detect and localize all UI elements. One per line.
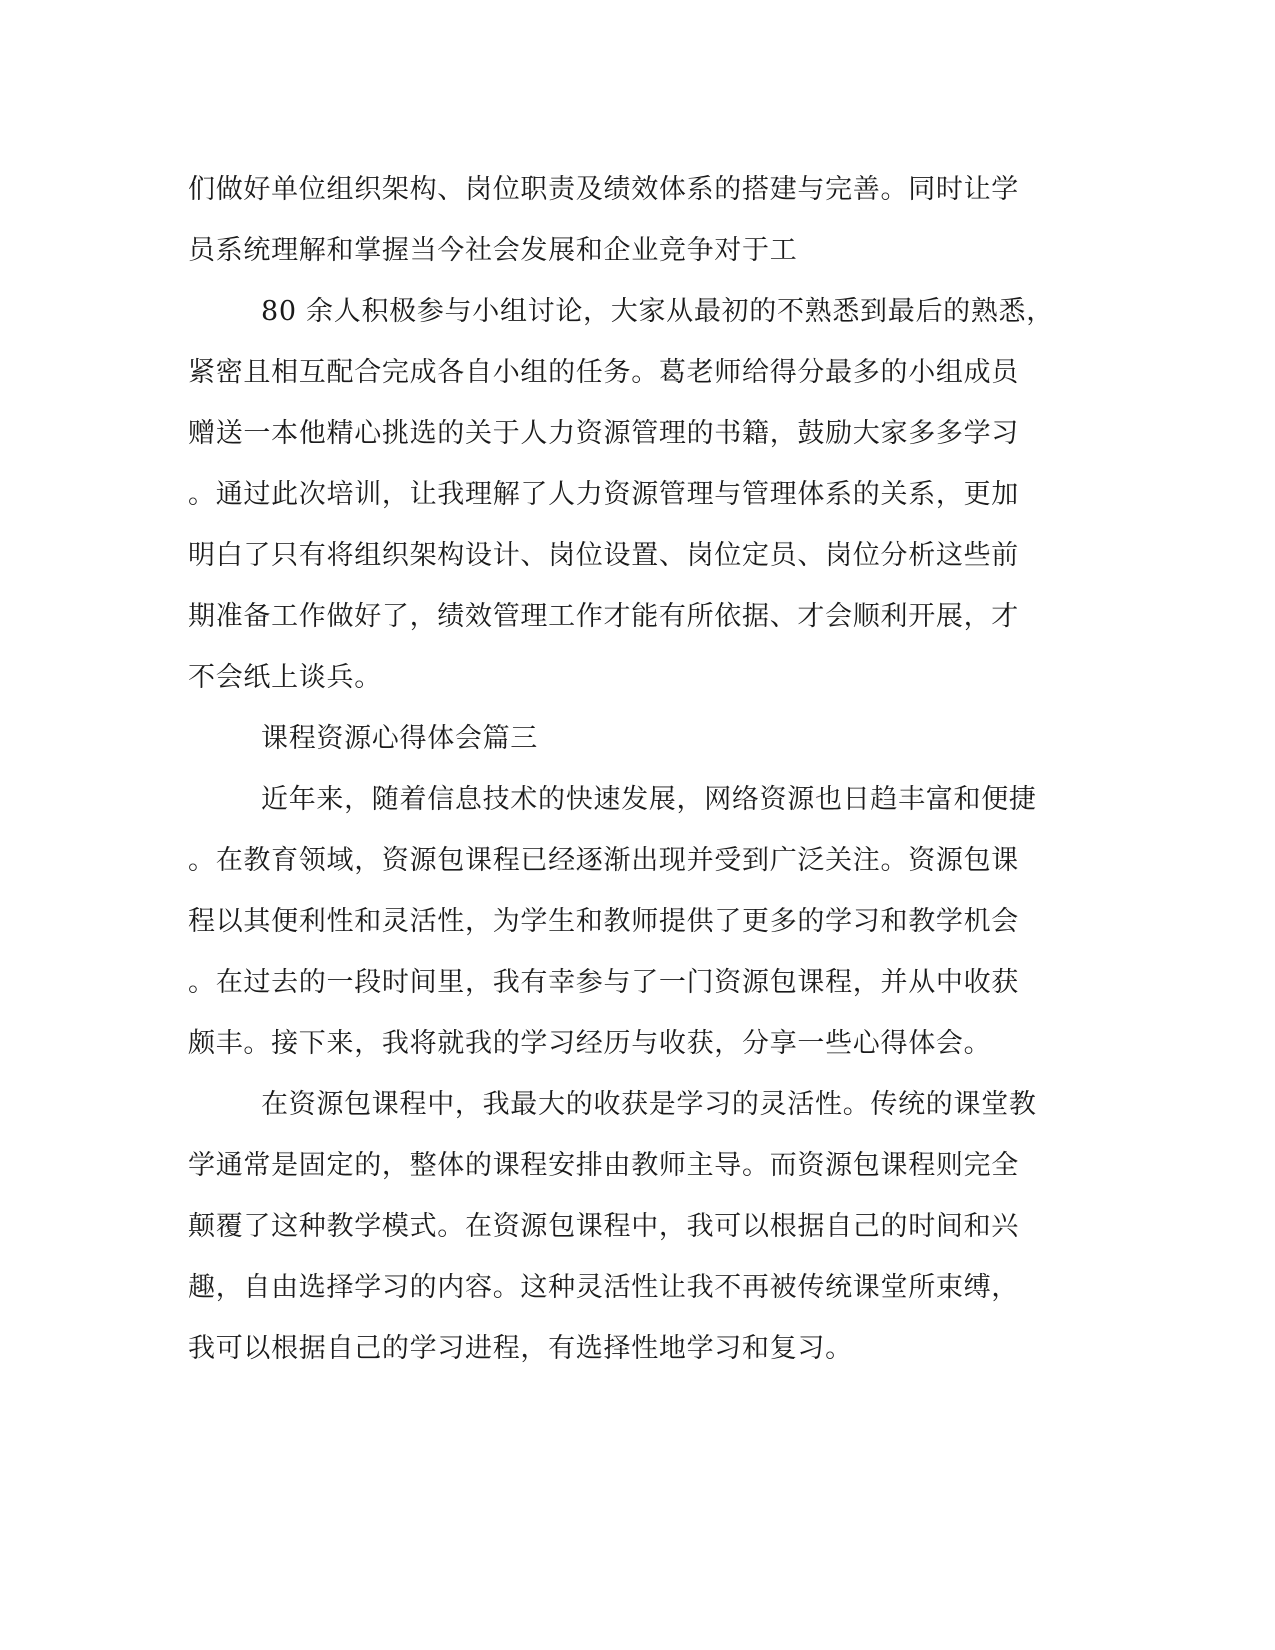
paragraph-line: 不会纸上谈兵。 [188, 662, 382, 693]
paragraph-line: 赠送一本他精心挑选的关于人力资源管理的书籍，鼓励大家多多学习 [188, 418, 1019, 449]
paragraph-line: 趣，自由选择学习的内容。这种灵活性让我不再被传统课堂所束缚， [188, 1272, 1019, 1303]
paragraph-line: 学通常是固定的，整体的课程安排由教师主导。而资源包课程则完全 [188, 1150, 1019, 1181]
paragraph-line: 颠覆了这种教学模式。在资源包课程中，我可以根据自己的时间和兴 [188, 1211, 1019, 1242]
paragraph-line: 程以其便利性和灵活性，为学生和教师提供了更多的学习和教学机会 [188, 906, 1019, 937]
paragraph-line: 在资源包课程中，我最大的收获是学习的灵活性。传统的课堂教 [261, 1089, 1037, 1120]
paragraph-line: 。在教育领域，资源包课程已经逐渐出现并受到广泛关注。资源包课 [188, 845, 1019, 876]
paragraph-line: 紧密且相互配合完成各自小组的任务。葛老师给得分最多的小组成员 [188, 357, 1019, 388]
paragraph-line: 颇丰。接下来，我将就我的学习经历与收获，分享一些心得体会。 [188, 1028, 992, 1059]
paragraph-line: 。在过去的一段时间里，我有幸参与了一门资源包课程，并从中收获 [188, 967, 1019, 998]
paragraph-line: 们做好单位组织架构、岗位职责及绩效体系的搭建与完善。同时让学 [188, 174, 1019, 205]
paragraph-line: 明白了只有将组织架构设计、岗位设置、岗位定员、岗位分析这些前 [188, 540, 1019, 571]
paragraph-line: 80 余人积极参与小组讨论，大家从最初的不熟悉到最后的熟悉， [261, 296, 1054, 327]
paragraph-line: 。通过此次培训，让我理解了人力资源管理与管理体系的关系，更加 [188, 479, 1019, 510]
paragraph-line: 期准备工作做好了，绩效管理工作才能有所依据、才会顺利开展，才 [188, 601, 1019, 632]
paragraph-line: 近年来，随着信息技术的快速发展，网络资源也日趋丰富和便捷 [261, 784, 1037, 815]
section-heading: 课程资源心得体会篇三 [261, 723, 538, 754]
paragraph-line: 我可以根据自己的学习进程，有选择性地学习和复习。 [188, 1333, 853, 1364]
paragraph-line: 员系统理解和掌握当今社会发展和企业竞争对于工 [188, 235, 798, 266]
